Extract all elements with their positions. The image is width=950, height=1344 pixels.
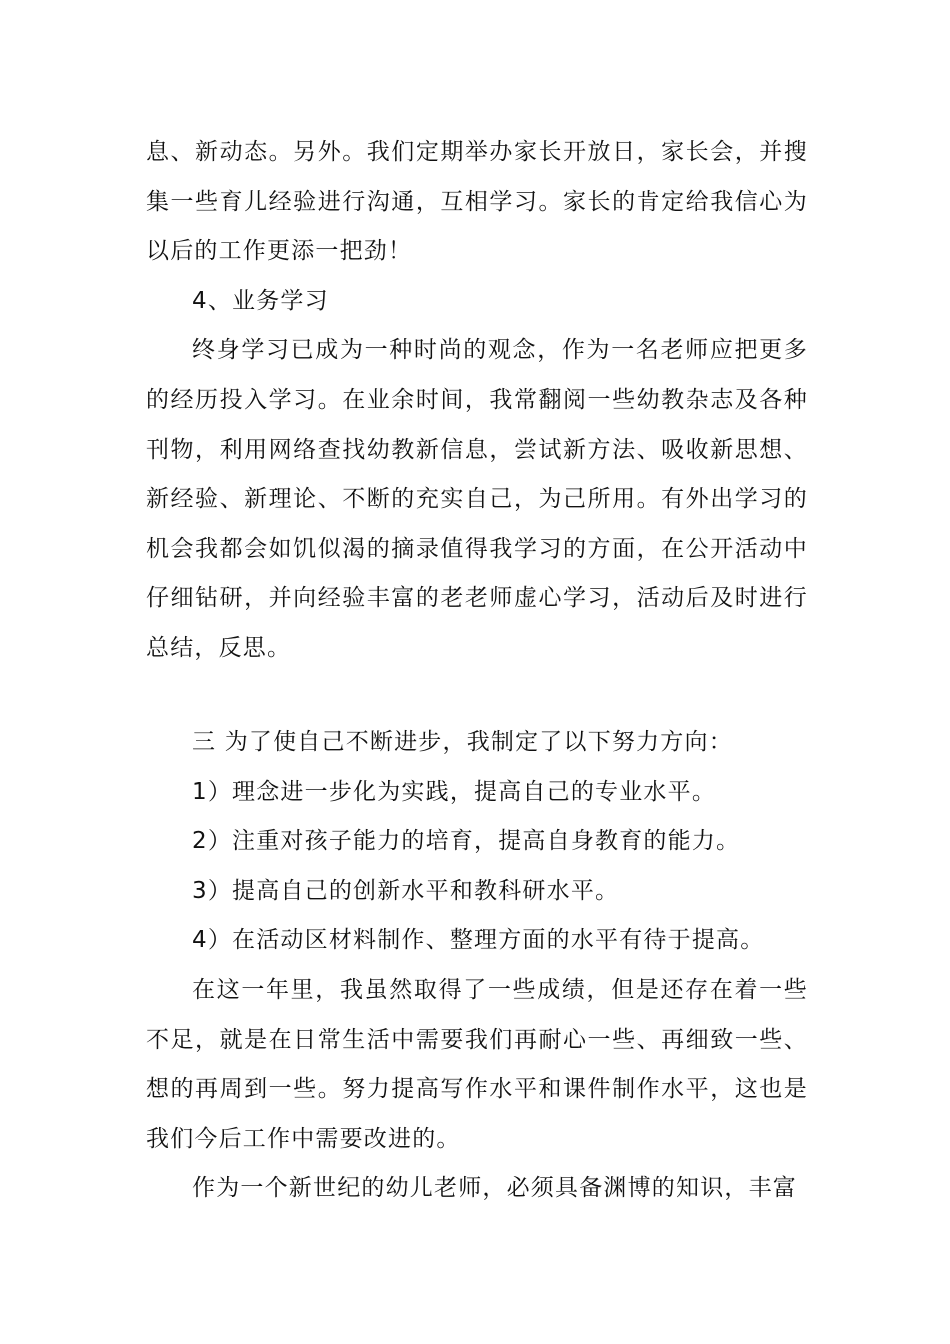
heading-business-study: 4、业务学习 bbox=[192, 287, 329, 314]
list-item-2: 2）注重对孩子能力的培育，提高自身教育的能力。 bbox=[192, 828, 741, 855]
list-item-3: 3）提高自己的创新水平和教科研水平。 bbox=[192, 877, 620, 904]
heading-improvement-directions: 三 为了使自己不断进步，我制定了以下努力方向： bbox=[192, 729, 733, 755]
paragraph-year-summary: 在这一年里，我虽然取得了一些成绩，但是还存在着一些不足，就是在日常生活中需要我们再耐心一些、再细致一些、想的再周到一些。努力提高写作水平和课件制作水平，这也是我们今后工作中需要改进的。 bbox=[146, 976, 808, 1152]
section-parent-communication-and-study bbox=[146, 128, 808, 674]
paragraph-new-century-teacher: 作为一个新世纪的幼儿老师，必须具备渊博的知识，丰富 bbox=[192, 1175, 797, 1202]
paragraph-parent-communication: 息、新动态。另外。我们定期举办家长开放日，家长会，并搜集一些育儿经验进行沟通，互相学习。家长的肯定给我信心为以后的工作更添一把劲！ bbox=[146, 139, 808, 265]
section-improvement-directions bbox=[146, 718, 808, 1214]
list-item-4: 4）在活动区材料制作、整理方面的水平有待于提高。 bbox=[192, 927, 765, 954]
paragraph-lifelong-learning: 终身学习已成为一种时尚的观念，作为一名老师应把更多的经历投入学习。在业余时间，我常翻阅一些幼教杂志及各种刊物，利用网络查找幼教新信息，尝试新方法、吸收新思想、新经验、新理论、不断的充实自己，为己所用。有外出学习的机会我都会如饥似渴的摘录值得我学习的方面，在公开活动中仔细钻研，并向经验丰富的老老师虚心学习，活动后及时进行总结，反思。 bbox=[146, 337, 808, 661]
list-item-1: 1）理念进一步化为实践，提高自己的专业水平。 bbox=[192, 778, 717, 805]
